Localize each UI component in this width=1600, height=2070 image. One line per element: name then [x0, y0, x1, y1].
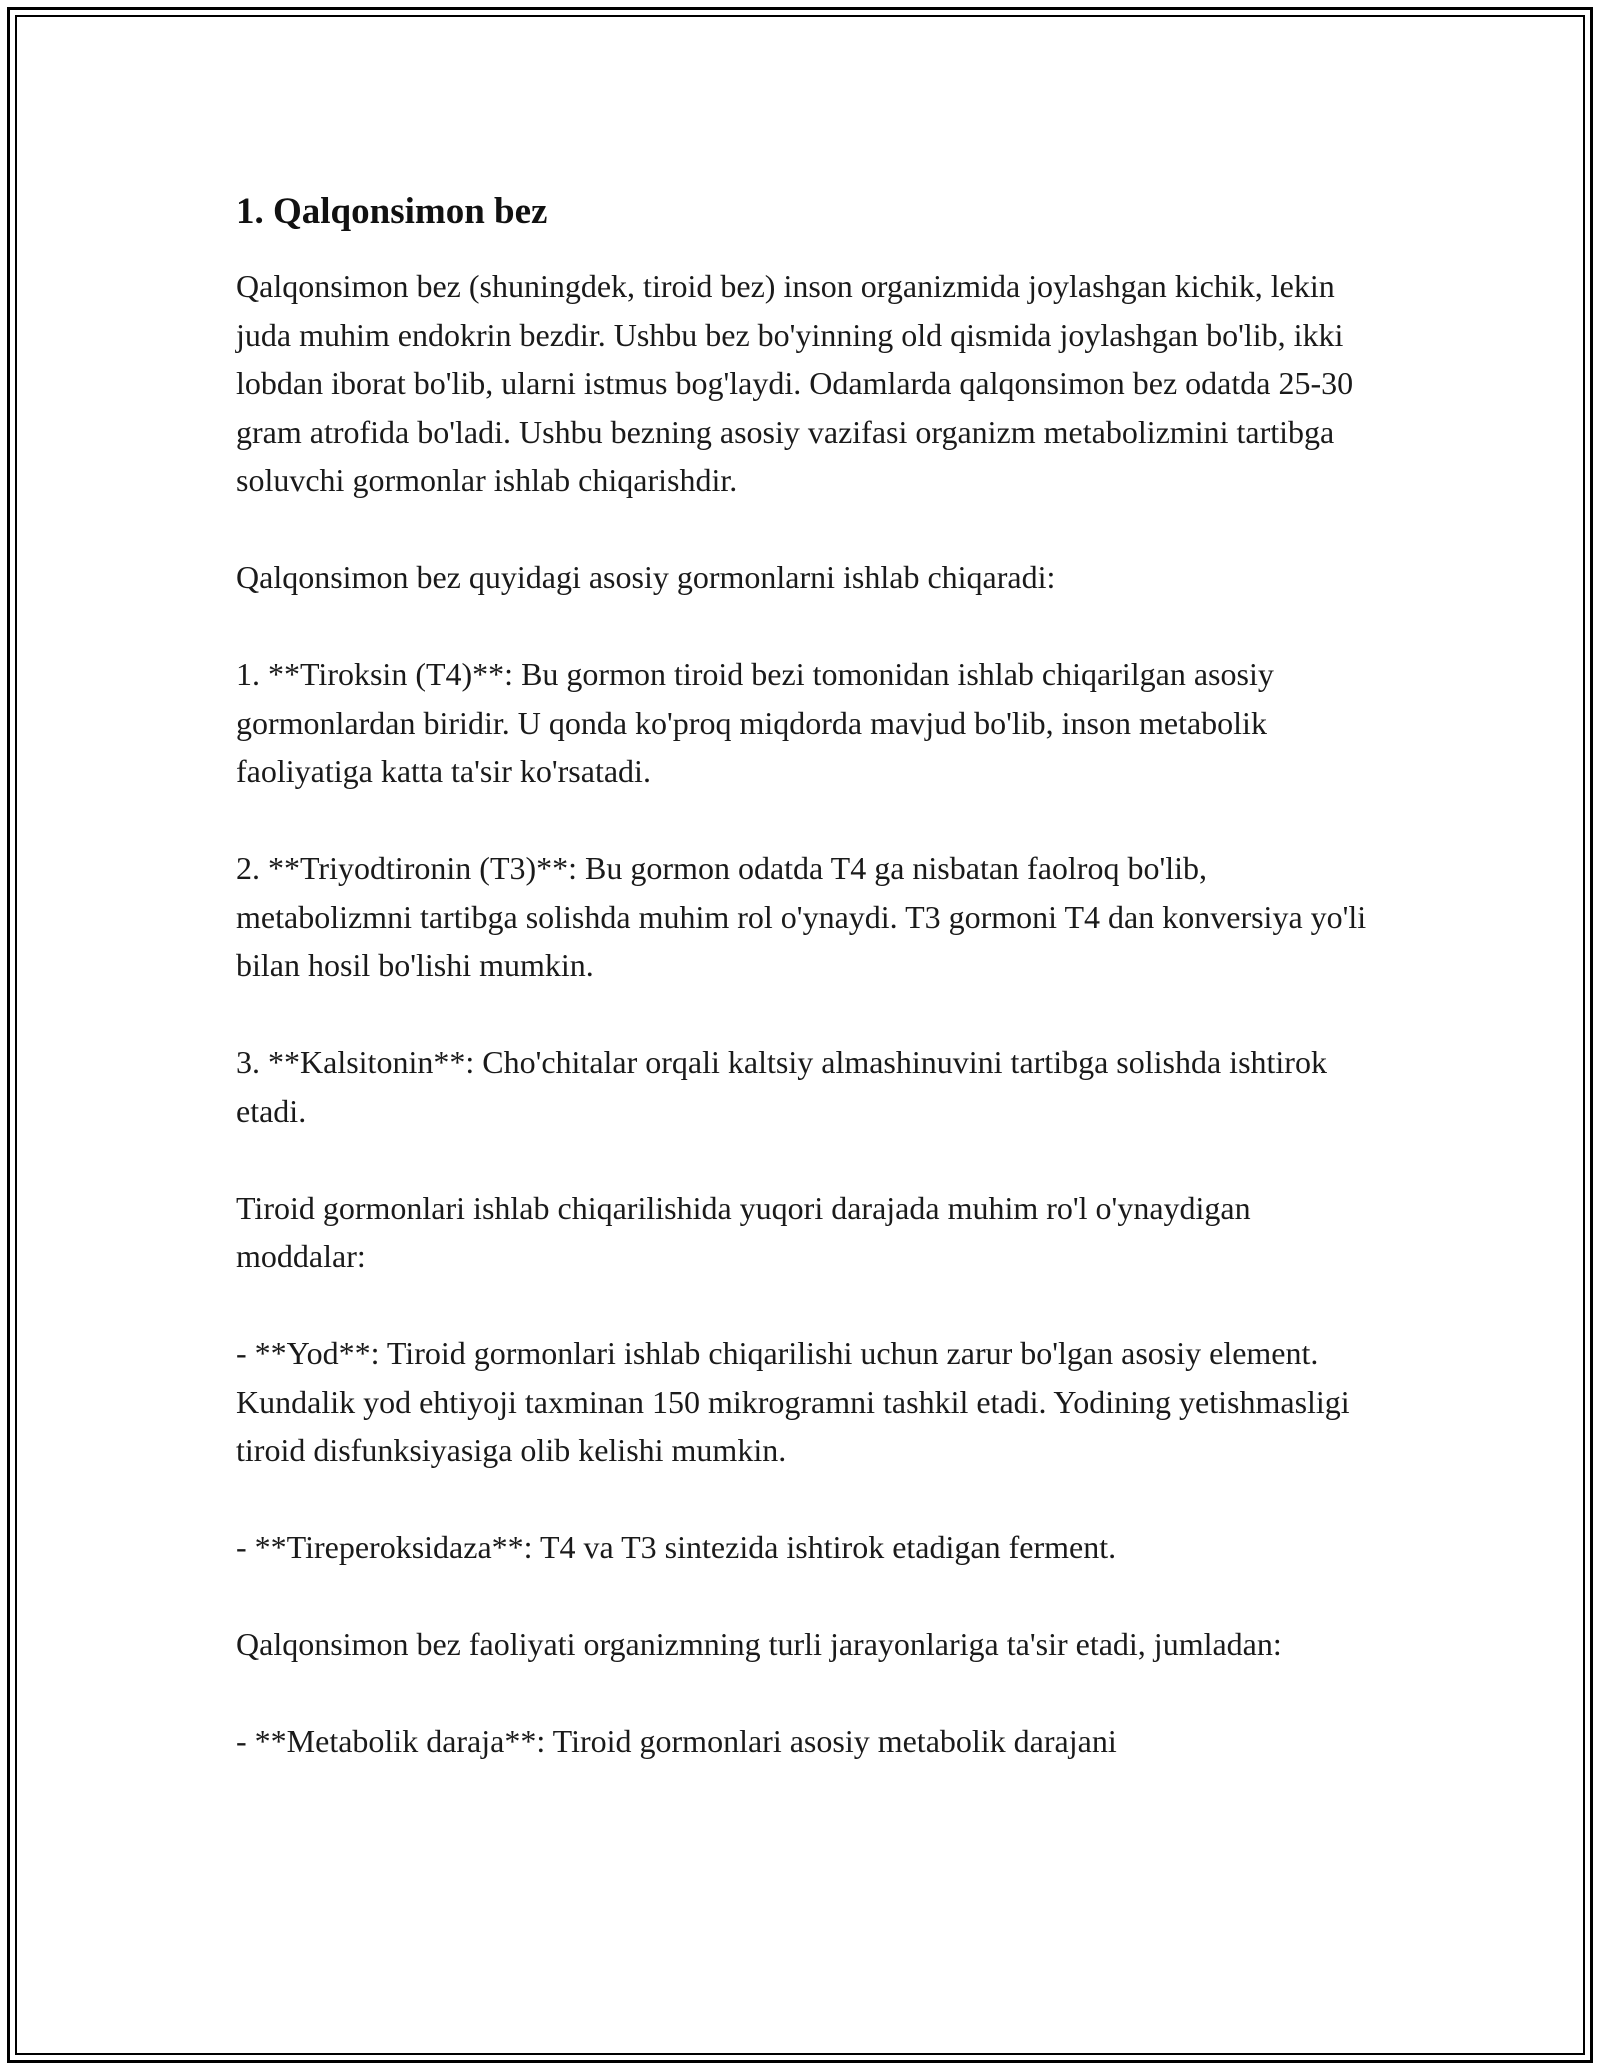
document-body	[236, 186, 1386, 1814]
paragraph-substances-lead: Tiroid gormonlari ishlab chiqarilishida yuqori darajada muhim ro'l o'ynaydigan moddalar:	[236, 1189, 1251, 1274]
paragraph-intro: Qalqonsimon bez (shuningdek, tiroid bez) inson organizmida joylashgan kichik, lekin juda muhim endokrin bezdir. Ushbu bez bo'yinning old qismida joylashgan bo'lib, ikki lobdan iborat bo'lib, ularni istmus bog'laydi. Odamlarda qalqonsimon bez odatda 25-30 gram atrofida bo'ladi. Ushbu bezning asosiy vazifasi organizm metabolizmini tartibga soluvchi gormonlar ishlab chiqarishdir.	[236, 268, 1354, 498]
list-item-yod: - **Yod**: Tiroid gormonlari ishlab chiqarilishi uchun zarur bo'lgan asosiy element. Kundalik yod ehtiyoji taxminan 150 mikrogramni tashkil etadi. Yodining yetishmasligi tiroid disfunksiyasiga olib kelishi mumkin.	[236, 1335, 1350, 1468]
paragraph-hormones-lead: Qalqonsimon bez quyidagi asosiy gormonlarni ishlab chiqaradi:	[236, 559, 1056, 595]
list-item-metabolik-daraja: - **Metabolik daraja**: Tiroid gormonlari asosiy metabolik darajani	[236, 1723, 1117, 1759]
list-item-kalsitonin: 3. **Kalsitonin**: Cho'chitalar orqali kaltsiy almashinuvini tartibga solishda ishtirok etadi.	[236, 1044, 1327, 1129]
list-item-triyodtironin: 2. **Triyodtironin (T3)**: Bu gormon odatda T4 ga nisbatan faolroq bo'lib, metabolizmni tartibga solishda muhim rol o'ynaydi. T3 gormoni T4 dan konversiya yo'li bilan hosil bo'lishi mumkin.	[236, 850, 1367, 983]
section-heading: 1. Qalqonsimon bez	[236, 191, 548, 232]
paragraph-activity-lead: Qalqonsimon bez faoliyati organizmning turli jarayonlariga ta'sir etadi, jumladan:	[236, 1626, 1282, 1662]
list-item-tiroksin: 1. **Tiroksin (T4)**: Bu gormon tiroid bezi tomonidan ishlab chiqarilgan asosiy gormonlardan biridir. U qonda ko'proq miqdorda mavjud bo'lib, inson metabolik faoliyatiga katta ta'sir ko'rsatadi.	[236, 656, 1274, 789]
list-item-tireperoksidaza: - **Tireperoksidaza**: T4 va T3 sintezida ishtirok etadigan ferment.	[236, 1529, 1117, 1565]
